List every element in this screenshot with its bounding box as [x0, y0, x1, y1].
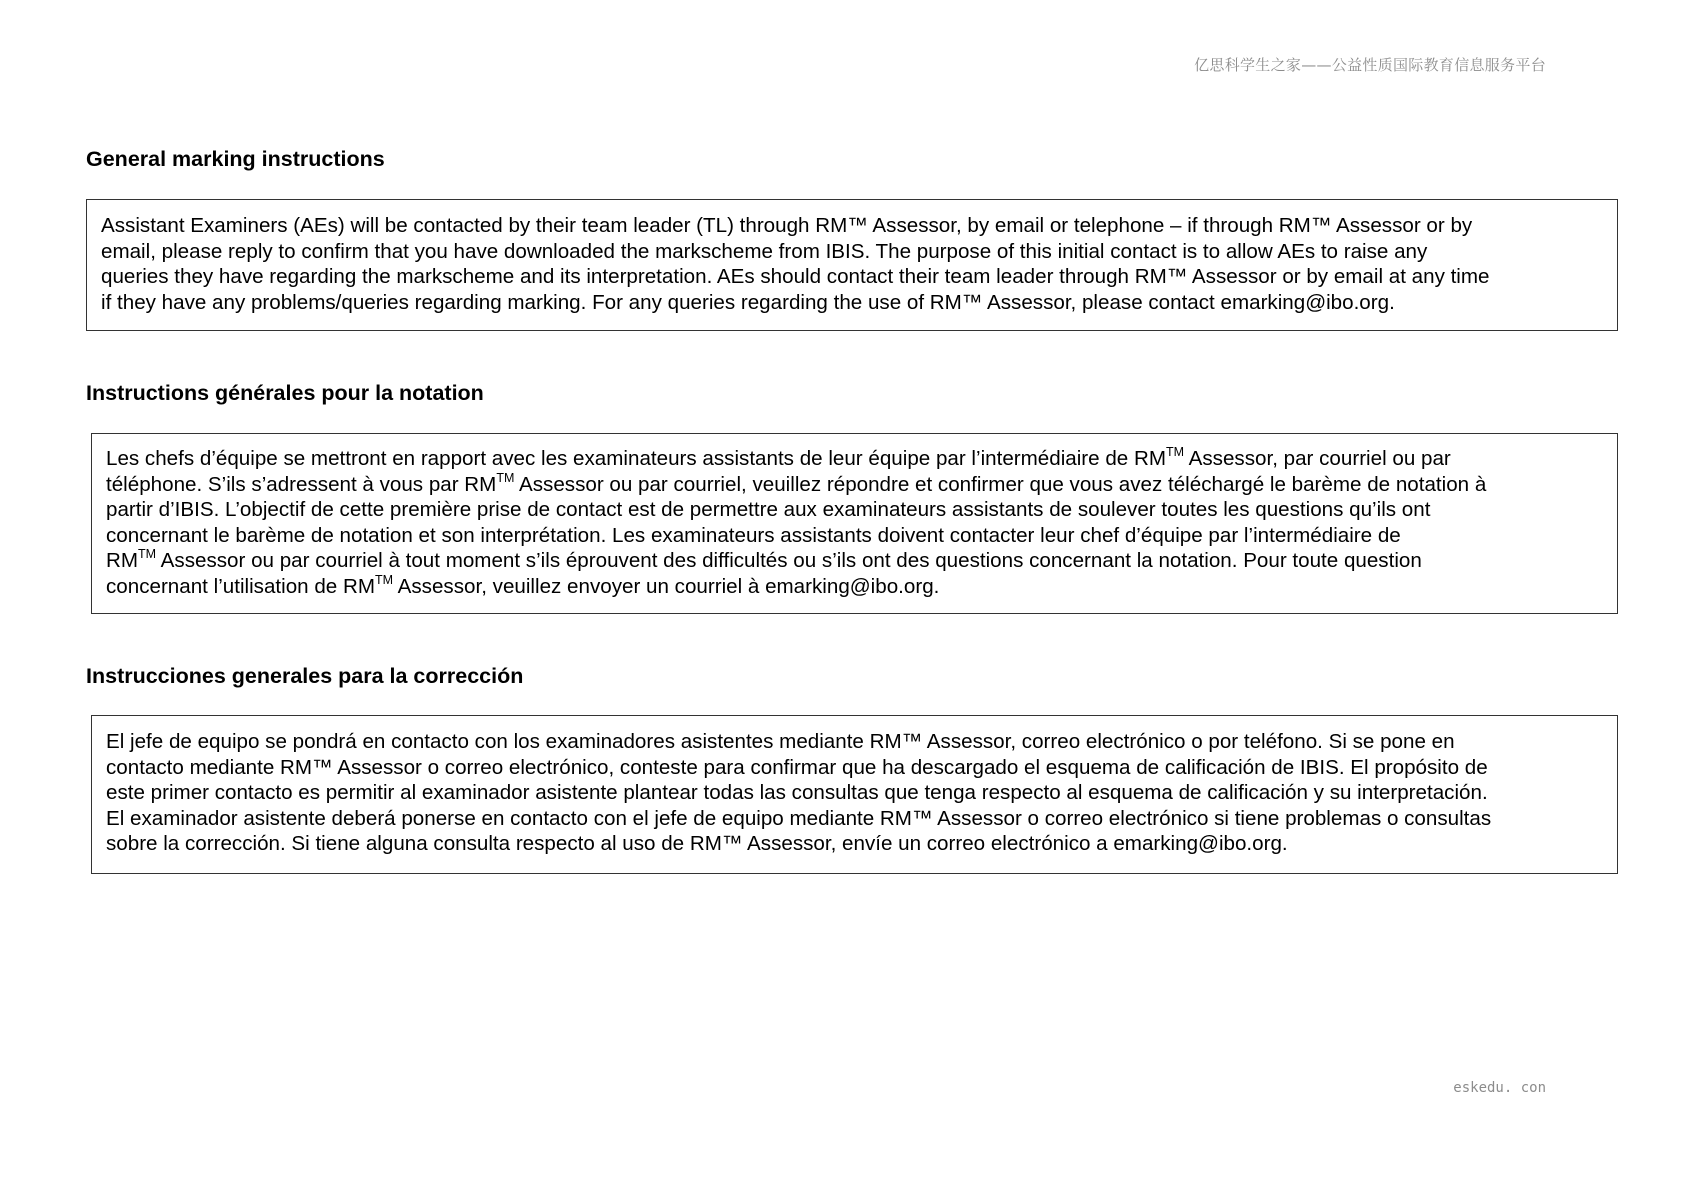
french-instructions-box: [91, 433, 1618, 614]
french-text: concernant l’utilisation de RM: [106, 574, 375, 598]
spanish-instructions-box: [91, 715, 1618, 874]
spanish-line: este primer contacto es permitir al examinador asistente plantear todas las consultas que tenga respecto al esquema de calificación y su interpretación.: [106, 781, 1488, 804]
french-text: Assessor, par courriel ou par: [1184, 447, 1451, 470]
spanish-line: El jefe de equipo se pondrá en contacto con los examinadores asistentes mediante RM™ Assessor, correo electrónico o por teléfono. Si se pone en: [106, 730, 1455, 753]
header-watermark: 亿思科学生之家——公益性质国际教育信息服务平台: [1194, 56, 1546, 74]
heading-instructions-generales: Instructions générales pour la notation: [86, 381, 484, 405]
spanish-line: El examinador asistente deberá ponerse en contacto con el jefe de equipo mediante RM™ Assessor o correo electrónico si tiene problemas o consultas: [106, 806, 1492, 830]
french-text: Les chefs d’équipe se mettront en rapport avec les examinateurs assistants de leur équipe par l’intermédiaire de RM: [106, 447, 1166, 470]
english-instructions-box: [86, 199, 1618, 331]
french-line: [106, 472, 1603, 498]
english-line: email, please reply to confirm that you have downloaded the markscheme from IBIS. The purpose of this initial contact is to allow AEs to raise any: [101, 239, 1428, 263]
english-line: queries they have regarding the markscheme and its interpretation. AEs should contact their team leader through RM™ Assessor or by email at any time: [101, 265, 1490, 288]
french-line: [106, 574, 1603, 600]
spanish-line: sobre la corrección. Si tiene alguna consulta respecto al uso de RM™ Assessor, envíe un correo electrónico a emarking@ibo.org.: [106, 832, 1288, 855]
trademark-superscript: TM: [1166, 445, 1185, 459]
heading-general-marking-instructions: General marking instructions: [86, 147, 385, 171]
trademark-superscript: TM: [375, 572, 394, 587]
french-line: [106, 446, 1603, 472]
french-line: concernant le barème de notation et son interprétation. Les examinateurs assistants doivent contacter leur chef d’équipe par l’intermédiaire de: [106, 523, 1401, 547]
spanish-line: contacto mediante RM™ Assessor o correo electrónico, conteste para confirmar que ha descargado el esquema de calificación de IBIS. El propósito de: [106, 755, 1488, 779]
french-text: Assessor ou par courriel, veuillez répondre et confirmer que vous avez téléchargé le barème de notation à: [514, 472, 1487, 496]
french-text: Assessor, veuillez envoyer un courriel à emarking@ibo.org.: [393, 574, 940, 598]
french-line: partir d’IBIS. L’objectif de cette première prise de contact est de permettre aux examinateurs assistants de soulever toutes les questions qu’ils ont: [106, 498, 1431, 521]
footer-watermark: eskedu. con: [1453, 1080, 1546, 1096]
heading-instrucciones-generales: Instrucciones generales para la corrección: [86, 664, 524, 688]
french-text: téléphone. S’ils s’adressent à vous par RM: [106, 472, 497, 496]
french-text: Assessor ou par courriel à tout moment s’ils éprouvent des difficultés ou s’ils ont des questions concernant la notation. Pour toute question: [156, 549, 1422, 572]
french-text: RM: [106, 549, 139, 572]
trademark-superscript: TM: [496, 470, 515, 485]
trademark-superscript: TM: [138, 547, 157, 561]
english-line: Assistant Examiners (AEs) will be contacted by their team leader (TL) through RM™ Assessor, by email or telephone – if through RM™ Assessor or by: [101, 214, 1473, 237]
french-line: [106, 548, 1603, 574]
english-line: if they have any problems/queries regarding marking. For any queries regarding the use of RM™ Assessor, please contact emarking@ibo.org.: [101, 290, 1395, 314]
